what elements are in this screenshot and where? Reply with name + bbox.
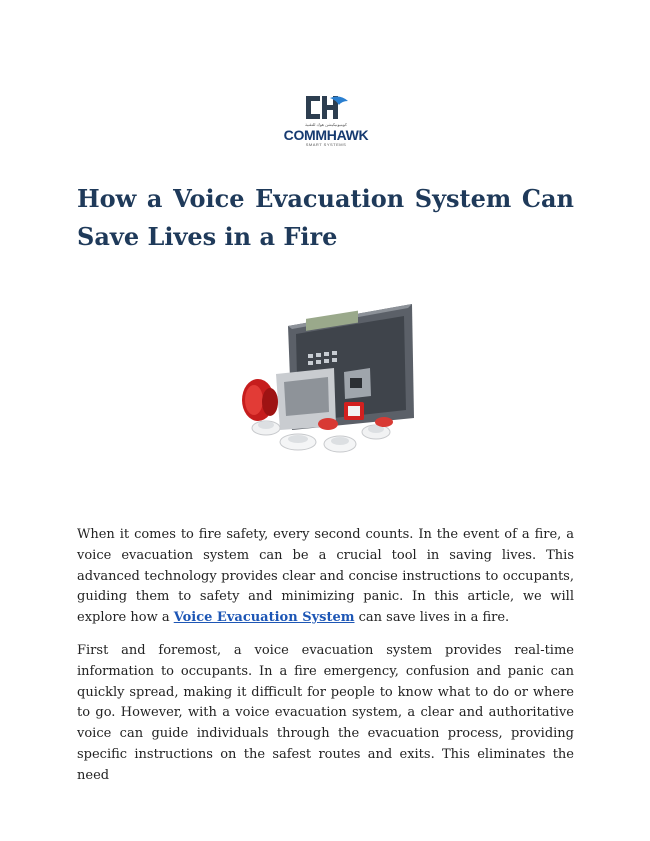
logo-brand-name: COMMHAWK bbox=[283, 127, 369, 143]
logo-tagline: SMART SYSTEMS bbox=[305, 142, 347, 147]
intro-text-start: When it comes to fire safety, every second counts. In the event of a fire, a voice evacuation system can be a crucial tool in saving lives. This advanced technology provides clear and concise instructions to occupants, guiding them to safety and minimizing panic. In this article, we will explore how a bbox=[77, 527, 574, 626]
hawk-emblem-icon bbox=[302, 92, 350, 122]
intro-paragraph bbox=[77, 525, 574, 629]
intro-text-end: can save lives in a fire. bbox=[354, 610, 510, 626]
voice-evacuation-system-link[interactable]: Voice Evacuation System bbox=[173, 610, 355, 626]
fire-alarm-equipment-image bbox=[236, 298, 418, 466]
logo-arabic-text: كوميونيكيشن هوك للتقنية bbox=[305, 122, 347, 127]
commhawk-logo bbox=[282, 92, 370, 150]
body-paragraph: First and foremost, a voice evacuation system provides real-time information to occupants. In a fire emergency, confusion and panic can quickly spread, making it difficult for people to know what to do or where to go. However, with a voice evacuation system, a clear and authoritative voice can guide individuals through the evacuation process, providing specific instructions on the safest routes and exits. This eliminates the need bbox=[77, 643, 574, 783]
article-title: How a Voice Evacuation System Can Save Lives in a Fire bbox=[77, 184, 574, 251]
